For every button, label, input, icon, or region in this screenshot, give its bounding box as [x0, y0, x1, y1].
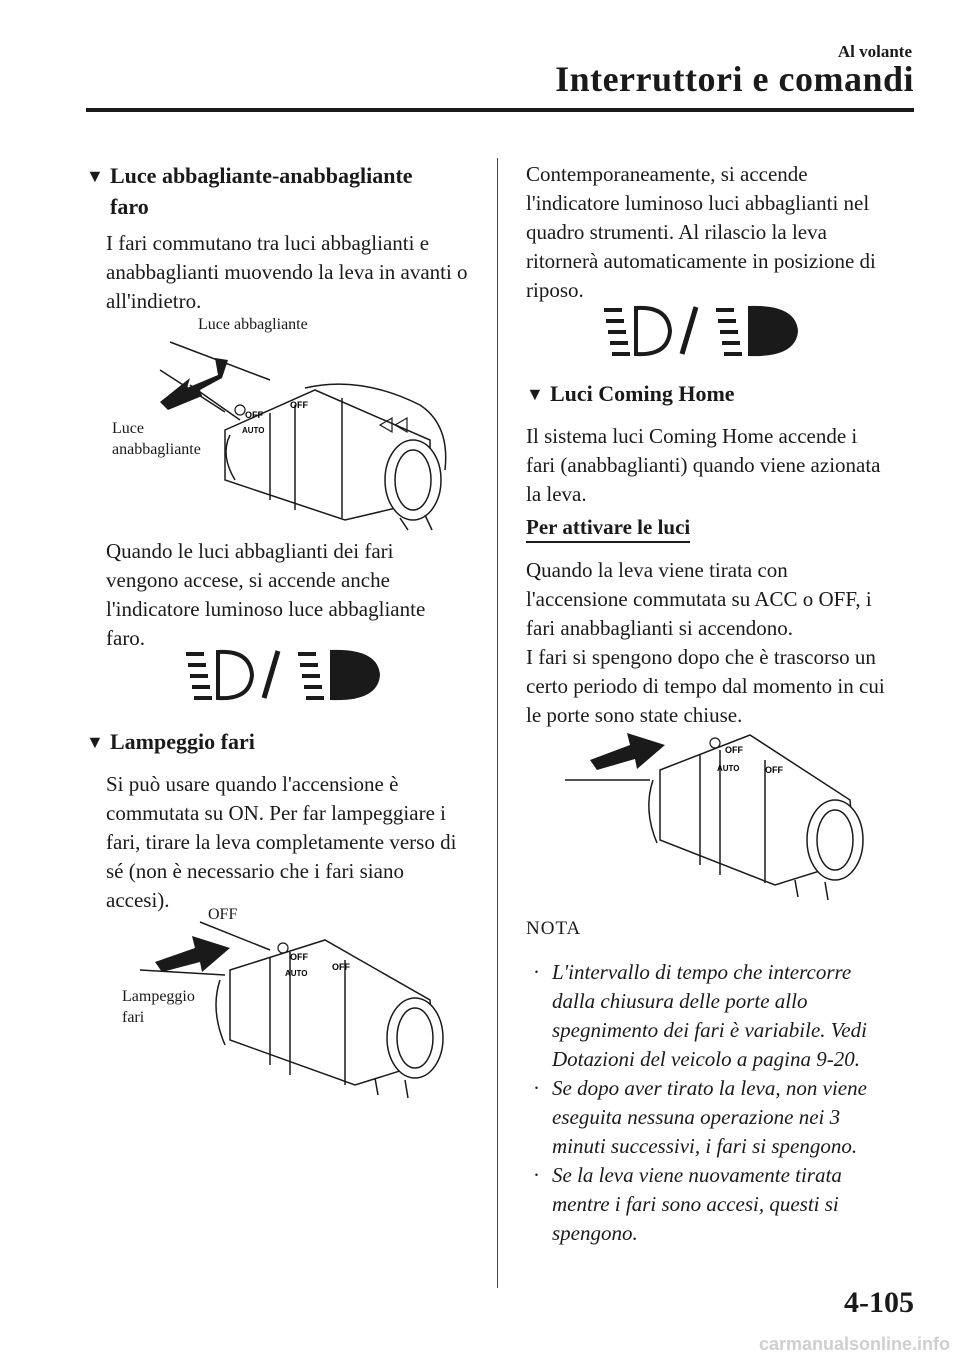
sun-icon [710, 738, 720, 748]
text-line: spegnimento dei fari è variabile. Vedi [552, 1018, 867, 1042]
text-line: Quando la leva viene tirata con [526, 558, 788, 582]
high-beam-filled-icon [716, 306, 798, 356]
label-high-beam: Luce abbagliante [198, 316, 308, 333]
heading-line: Luce abbagliante-anabbagliante [110, 163, 413, 188]
text-line: quadro strumenti. Al rilascio la leva [526, 220, 827, 244]
note-list [526, 958, 916, 1248]
text-line: Quando le luci abbaglianti dei fari [106, 539, 394, 563]
heading-text: Luci Coming Home [550, 381, 735, 406]
section-heading-flash [86, 726, 486, 758]
watermark: carmanualsonline.info [758, 1334, 950, 1354]
bullet-dot-icon: · [533, 960, 540, 984]
page-title: Interruttori e comandi [555, 59, 914, 99]
switch-off-label: OFF [332, 962, 350, 972]
text-line: Il sistema luci Coming Home accende i [526, 424, 858, 448]
text-line: l'accensione commutata su ACC o OFF, i [526, 587, 872, 611]
triangle-bullet-icon: ▼ [86, 166, 104, 186]
sun-icon [278, 943, 288, 953]
section-coming-home [526, 378, 916, 410]
paragraph-coming-home [526, 422, 916, 509]
bullet-dot-icon: · [533, 1163, 540, 1187]
text-line: all'indietro. [106, 289, 202, 313]
switch-off-label: OFF [765, 765, 783, 775]
lever-coming-home-illustration [565, 725, 885, 900]
section-high-low-beam [86, 160, 486, 222]
text-line: le porte sono state chiuse. [526, 703, 743, 727]
high-beam-outline-icon [604, 308, 670, 354]
text-line: commutata su ON. Per far lampeggiare i [106, 801, 446, 825]
text-line: la leva. [526, 482, 587, 506]
label-off: OFF [208, 906, 238, 923]
text-line: Se la leva viene nuovamente tirata [552, 1163, 842, 1187]
note-title [526, 918, 581, 940]
note-item [526, 1074, 916, 1161]
section-heading-coming-home [526, 378, 916, 410]
label-flash-line1: Lampeggio [122, 988, 195, 1005]
high-beam-indicator-icons [604, 304, 814, 356]
sun-icon [235, 405, 245, 415]
text-line: Si può usare quando l'accensione è [106, 772, 399, 796]
label-low-beam-line2: anabbagliante [112, 441, 201, 458]
slash-separator [682, 307, 696, 354]
page-number: 4-105 [844, 1286, 914, 1319]
text-line: vengono accese, si accende anche [106, 568, 390, 592]
paragraph-beam-switch [106, 229, 486, 316]
header-rule [86, 108, 914, 112]
text-line: ritornerà automaticamente in posizione di [526, 249, 876, 273]
text-line: I fari si spengono dopo che è trascorso un [526, 645, 876, 669]
heading-text: Lampeggio fari [110, 729, 255, 754]
paragraph-indicator-release [526, 160, 916, 305]
subheading-text: Per attivare le luci [526, 514, 690, 543]
switch-auto-label: AUTO [285, 969, 308, 978]
label-flash-line2: fari [122, 1009, 145, 1026]
text-line: l'indicatore luminoso luci abbaglianti nel [526, 191, 870, 215]
text-line: mentre i fari sono accesi, questi si [552, 1192, 839, 1216]
triangle-bullet-icon: ▼ [526, 384, 544, 404]
text-line: Contemporaneamente, si accende [526, 162, 808, 186]
header-section: Al volante [837, 42, 912, 61]
paragraph-high-beam-indicator [106, 537, 486, 653]
high-beam-filled-icon [298, 650, 380, 700]
text-line: dalla chiusura delle porte allo [552, 989, 808, 1013]
text-line: faro. [106, 626, 146, 650]
paragraph-activate [526, 556, 916, 730]
text-line: anabbaglianti muovendo la leva in avanti o [106, 260, 468, 284]
section-heading-high-low-beam [86, 160, 486, 222]
note-title-text: NOTA [526, 918, 582, 939]
bullet-dot-icon: · [533, 1076, 540, 1100]
lever-high-low-illustration [130, 330, 460, 530]
label-low-beam-line1: Luce [112, 420, 144, 437]
text-line: I fari commutano tra luci abbaglianti e [106, 231, 430, 255]
slash-separator [264, 651, 278, 698]
subheading-activate [526, 514, 690, 543]
text-line: spengono. [552, 1221, 638, 1245]
text-line: eseguita nessuna operazione nei 3 [552, 1105, 841, 1129]
text-line: certo periodo di tempo dal momento in cui [526, 674, 885, 698]
section-flash [86, 726, 486, 758]
text-line: Dotazioni del veicolo a pagina 9-20. [552, 1047, 860, 1071]
heading-line: faro [110, 194, 149, 219]
triangle-bullet-icon: ▼ [86, 732, 104, 752]
text-line: riposo. [526, 278, 584, 302]
text-line: fari (anabbaglianti) quando viene azionata [526, 453, 881, 477]
paragraph-flash [106, 770, 486, 915]
note-item [526, 958, 916, 1074]
switch-off-label: OFF [725, 745, 743, 755]
switch-auto-label: AUTO [717, 764, 740, 773]
switch-off-label: OFF [245, 410, 263, 420]
text-line: fari anabbaglianti si accendono. [526, 616, 794, 640]
high-beam-outline-icon [186, 652, 252, 698]
lever-flash-illustration [140, 920, 460, 1100]
text-line: minuti successivi, i fari si spengono. [552, 1134, 858, 1158]
text-line: sé (non è necessario che i fari siano [106, 859, 404, 883]
text-line: l'indicatore luminoso luce abbagliante [106, 597, 426, 621]
switch-auto-label: AUTO [242, 426, 265, 435]
text-line: Se dopo aver tirato la leva, non viene [552, 1076, 867, 1100]
text-line: fari, tirare la leva completamente verso di [106, 830, 457, 854]
column-divider [497, 158, 498, 1288]
high-beam-indicator-icons [186, 648, 396, 700]
switch-off-label: OFF [290, 400, 308, 410]
text-line: accesi). [106, 888, 170, 912]
note-item [526, 1161, 916, 1248]
text-line: L'intervallo di tempo che intercorre [552, 960, 852, 984]
switch-off-label: OFF [290, 952, 308, 962]
